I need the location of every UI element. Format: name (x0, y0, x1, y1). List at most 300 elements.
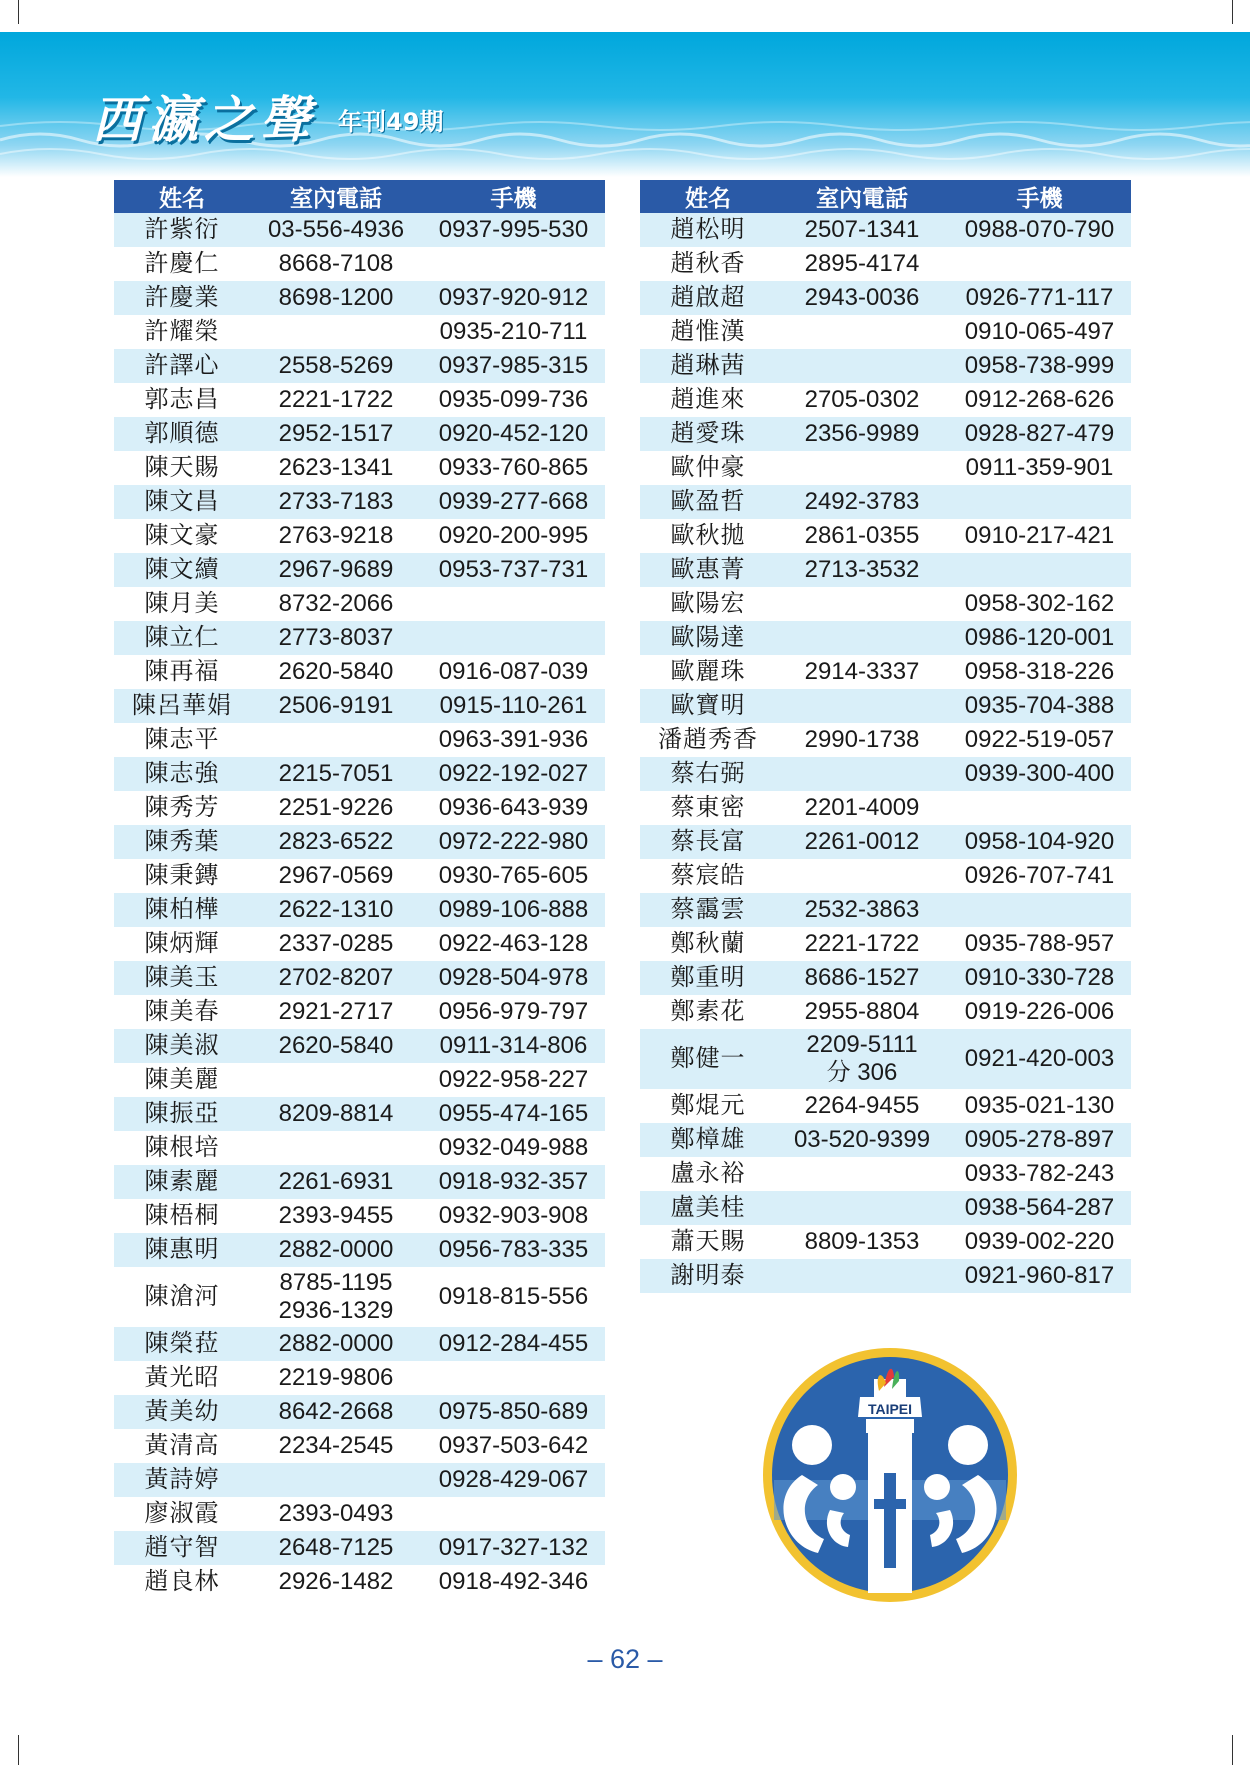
mobile-phone: 0910-217-421 (948, 519, 1131, 553)
mobile-phone: 0919-226-006 (948, 995, 1131, 1029)
mobile-phone: 0936-643-939 (422, 791, 605, 825)
home-phone: 2733-7183 (250, 485, 422, 519)
contact-name: 蔡東密 (640, 791, 776, 825)
table-row (114, 1063, 605, 1097)
table-row (114, 689, 605, 723)
table-row (640, 1123, 1131, 1157)
mobile-phone: 0989-106-888 (422, 893, 605, 927)
contact-name: 黃清高 (114, 1429, 250, 1463)
home-phone (250, 1131, 422, 1165)
directory-table-right (640, 180, 1131, 1293)
contact-name: 陳榮菈 (114, 1327, 250, 1361)
home-phone: 2492-3783 (776, 485, 948, 519)
contact-name: 黃詩婷 (114, 1463, 250, 1497)
table-row (114, 1131, 605, 1165)
mobile-phone: 0918-932-357 (422, 1165, 605, 1199)
table-row (640, 995, 1131, 1029)
table-row (114, 927, 605, 961)
home-phone: 2532-3863 (776, 893, 948, 927)
magazine-title: 西瀛之聲 (92, 90, 316, 149)
mobile-phone: 0916-087-039 (422, 655, 605, 689)
mobile-phone: 0937-503-642 (422, 1429, 605, 1463)
crop-mark-bottom-left (18, 1735, 19, 1765)
mobile-phone: 0975-850-689 (422, 1395, 605, 1429)
mobile-phone: 0922-958-227 (422, 1063, 605, 1097)
contact-name: 郭志昌 (114, 383, 250, 417)
table-row (640, 553, 1131, 587)
mobile-phone (422, 1497, 605, 1531)
contact-name: 歐寶明 (640, 689, 776, 723)
mobile-phone: 0918-815-556 (422, 1267, 605, 1327)
table-row (640, 1029, 1131, 1089)
home-phone: 8686-1527 (776, 961, 948, 995)
column-header-name: 姓名 (114, 180, 250, 213)
home-phone: 8209-8814 (250, 1097, 422, 1131)
contact-name: 陳素麗 (114, 1165, 250, 1199)
mobile-phone: 0922-463-128 (422, 927, 605, 961)
contact-name: 歐仲豪 (640, 451, 776, 485)
contact-name: 潘趙秀香 (640, 723, 776, 757)
mobile-phone: 0912-284-455 (422, 1327, 605, 1361)
home-phone: 8642-2668 (250, 1395, 422, 1429)
mobile-phone: 0933-782-243 (948, 1157, 1131, 1191)
crop-mark-top-left (18, 0, 19, 24)
mobile-phone (422, 247, 605, 281)
home-phone: 2234-2545 (250, 1429, 422, 1463)
home-phone: 2713-3532 (776, 553, 948, 587)
mobile-phone: 0917-327-132 (422, 1531, 605, 1565)
contact-name: 陳天賜 (114, 451, 250, 485)
table-row (640, 859, 1131, 893)
contact-name: 蔡宸皓 (640, 859, 776, 893)
mobile-phone: 0910-065-497 (948, 315, 1131, 349)
mobile-phone: 0915-110-261 (422, 689, 605, 723)
home-phone (250, 1267, 422, 1327)
home-phone: 2763-9218 (250, 519, 422, 553)
home-phone: 2967-0569 (250, 859, 422, 893)
table-row (640, 655, 1131, 689)
home-phone: 2221-1722 (776, 927, 948, 961)
home-phone: 2507-1341 (776, 213, 948, 247)
mobile-phone: 0958-302-162 (948, 587, 1131, 621)
table-row (640, 825, 1131, 859)
mobile-phone: 0963-391-936 (422, 723, 605, 757)
table-row (114, 383, 605, 417)
table-row (114, 587, 605, 621)
mobile-phone: 0935-099-736 (422, 383, 605, 417)
mobile-phone: 0937-985-315 (422, 349, 605, 383)
contact-name: 趙進來 (640, 383, 776, 417)
table-row (114, 485, 605, 519)
column-header-name: 姓名 (640, 180, 776, 213)
table-row (114, 1497, 605, 1531)
contact-name: 趙守智 (114, 1531, 250, 1565)
mobile-phone: 0939-300-400 (948, 757, 1131, 791)
page-number: – 62 – (587, 1644, 663, 1674)
home-phone: 2861-0355 (776, 519, 948, 553)
table-row (640, 383, 1131, 417)
table-row (114, 893, 605, 927)
mobile-phone: 0972-222-980 (422, 825, 605, 859)
table-row (114, 825, 605, 859)
table-row (114, 1463, 605, 1497)
table-row (114, 655, 605, 689)
column-header-home-phone: 室內電話 (250, 180, 422, 213)
contact-name: 歐惠菁 (640, 553, 776, 587)
contact-name: 陳志平 (114, 723, 250, 757)
table-row (640, 485, 1131, 519)
mobile-phone: 0932-049-988 (422, 1131, 605, 1165)
contact-name: 趙愛珠 (640, 417, 776, 451)
contact-name: 許耀榮 (114, 315, 250, 349)
table-header-row (640, 180, 1131, 213)
contact-name: 陳美麗 (114, 1063, 250, 1097)
home-phone: 8732-2066 (250, 587, 422, 621)
taipei-emblem-logo (760, 1345, 1020, 1605)
mobile-phone (948, 893, 1131, 927)
table-row (114, 315, 605, 349)
mobile-phone: 0937-920-912 (422, 281, 605, 315)
issue-label: 年刊49期 (338, 108, 444, 136)
contact-name: 許紫衍 (114, 213, 250, 247)
crop-mark-bottom-right (1232, 1735, 1233, 1765)
mobile-phone: 0958-318-226 (948, 655, 1131, 689)
contact-name: 趙松明 (640, 213, 776, 247)
mobile-phone: 0988-070-790 (948, 213, 1131, 247)
home-phone: 2702-8207 (250, 961, 422, 995)
mobile-phone: 0926-771-117 (948, 281, 1131, 315)
contact-name: 趙良林 (114, 1565, 250, 1599)
home-phone (250, 1063, 422, 1097)
table-row (640, 1259, 1131, 1293)
mobile-phone (948, 553, 1131, 587)
contact-name: 歐陽宏 (640, 587, 776, 621)
home-phone (776, 1029, 948, 1089)
table-row (640, 451, 1131, 485)
table-row (114, 961, 605, 995)
contact-name: 陳呂華娟 (114, 689, 250, 723)
home-phone: 2620-5840 (250, 655, 422, 689)
contact-name: 陳炳輝 (114, 927, 250, 961)
contact-name: 陳文續 (114, 553, 250, 587)
mobile-phone (422, 587, 605, 621)
table-row (640, 689, 1131, 723)
home-phone: 03-556-4936 (250, 213, 422, 247)
mobile-phone: 0920-452-120 (422, 417, 605, 451)
home-phone: 2967-9689 (250, 553, 422, 587)
home-phone: 2926-1482 (250, 1565, 422, 1599)
mobile-phone: 0921-960-817 (948, 1259, 1131, 1293)
home-phone (776, 587, 948, 621)
home-phone: 2219-9806 (250, 1361, 422, 1395)
home-phone: 8668-7108 (250, 247, 422, 281)
home-phone (776, 349, 948, 383)
mobile-phone: 0910-330-728 (948, 961, 1131, 995)
table-row (114, 1327, 605, 1361)
table-row (114, 1395, 605, 1429)
contact-name: 歐麗珠 (640, 655, 776, 689)
contact-name: 陳惠明 (114, 1233, 250, 1267)
contact-name: 趙琳茜 (640, 349, 776, 383)
column-header-mobile: 手機 (422, 180, 605, 213)
home-phone: 2705-0302 (776, 383, 948, 417)
contact-name: 陳再福 (114, 655, 250, 689)
table-row (114, 1199, 605, 1233)
home-phone (776, 1191, 948, 1225)
contact-name: 郭順德 (114, 417, 250, 451)
table-row (640, 315, 1131, 349)
contact-name: 許慶仁 (114, 247, 250, 281)
contact-name: 盧永裕 (640, 1157, 776, 1191)
home-phone (776, 1259, 948, 1293)
home-phone: 2990-1738 (776, 723, 948, 757)
contact-name: 蔡靄雲 (640, 893, 776, 927)
home-phone-line: 2209-5111 (806, 1031, 918, 1058)
contact-name: 陳梧桐 (114, 1199, 250, 1233)
table-row (114, 1233, 605, 1267)
column-header-home-phone: 室內電話 (776, 180, 948, 213)
mobile-phone: 0930-765-605 (422, 859, 605, 893)
contact-name: 盧美桂 (640, 1191, 776, 1225)
contact-name: 趙啟超 (640, 281, 776, 315)
contact-name: 陳根培 (114, 1131, 250, 1165)
home-phone: 2221-1722 (250, 383, 422, 417)
home-phone: 2823-6522 (250, 825, 422, 859)
home-phone: 2261-0012 (776, 825, 948, 859)
mobile-phone: 0912-268-626 (948, 383, 1131, 417)
table-row (114, 281, 605, 315)
contact-name: 陳秀葉 (114, 825, 250, 859)
contact-name: 蔡右弼 (640, 757, 776, 791)
mobile-phone: 0928-504-978 (422, 961, 605, 995)
logo-text: TAIPEI (867, 1401, 913, 1417)
table-row (114, 247, 605, 281)
home-phone: 2955-8804 (776, 995, 948, 1029)
mobile-phone: 0956-979-797 (422, 995, 605, 1029)
table-header-row (114, 180, 605, 213)
table-row (640, 1191, 1131, 1225)
table-row (114, 995, 605, 1029)
contact-name: 歐盈哲 (640, 485, 776, 519)
column-header-mobile: 手機 (948, 180, 1131, 213)
contact-name: 陳秉鏄 (114, 859, 250, 893)
contact-name: 陳月美 (114, 587, 250, 621)
contact-name: 謝明泰 (640, 1259, 776, 1293)
contact-name: 鄭健一 (640, 1029, 776, 1089)
mobile-phone: 0928-827-479 (948, 417, 1131, 451)
mobile-phone (422, 621, 605, 655)
home-phone: 2914-3337 (776, 655, 948, 689)
home-phone: 2622-1310 (250, 893, 422, 927)
mobile-phone (422, 1361, 605, 1395)
contact-name: 許慶業 (114, 281, 250, 315)
home-phone: 2773-8037 (250, 621, 422, 655)
mobile-phone: 0935-704-388 (948, 689, 1131, 723)
table-row (114, 1429, 605, 1463)
contact-name: 廖淑霞 (114, 1497, 250, 1531)
home-phone: 2506-9191 (250, 689, 422, 723)
contact-name: 蕭天賜 (640, 1225, 776, 1259)
home-phone: 2356-9989 (776, 417, 948, 451)
table-row (640, 893, 1131, 927)
table-row (114, 791, 605, 825)
table-row (640, 519, 1131, 553)
home-phone-line: 8785-1195 (279, 1269, 393, 1296)
contact-name: 陳美淑 (114, 1029, 250, 1063)
table-row (114, 553, 605, 587)
contact-name: 鄭秋蘭 (640, 927, 776, 961)
contact-name: 黃光昭 (114, 1361, 250, 1395)
home-phone: 2620-5840 (250, 1029, 422, 1063)
table-row (640, 1089, 1131, 1123)
contact-name: 陳文昌 (114, 485, 250, 519)
mobile-phone: 0935-788-957 (948, 927, 1131, 961)
mobile-phone: 0956-783-335 (422, 1233, 605, 1267)
table-row (114, 1165, 605, 1199)
mobile-phone: 0920-200-995 (422, 519, 605, 553)
mobile-phone (948, 791, 1131, 825)
mobile-phone: 0958-104-920 (948, 825, 1131, 859)
mobile-phone: 0921-420-003 (948, 1029, 1131, 1089)
mobile-phone: 0958-738-999 (948, 349, 1131, 383)
home-phone: 2558-5269 (250, 349, 422, 383)
contact-name: 陳滄河 (114, 1267, 250, 1327)
mobile-phone: 0955-474-165 (422, 1097, 605, 1131)
directory-table-left (114, 180, 605, 1599)
table-row (640, 247, 1131, 281)
home-phone (250, 1463, 422, 1497)
mobile-phone: 0939-277-668 (422, 485, 605, 519)
mobile-phone (948, 247, 1131, 281)
table-row (114, 451, 605, 485)
home-phone (776, 315, 948, 349)
table-row (114, 757, 605, 791)
mobile-phone: 0905-278-897 (948, 1123, 1131, 1157)
home-phone (776, 621, 948, 655)
table-row (640, 757, 1131, 791)
mobile-phone: 0938-564-287 (948, 1191, 1131, 1225)
table-row (640, 961, 1131, 995)
home-phone (250, 315, 422, 349)
contact-name: 陳秀芳 (114, 791, 250, 825)
table-row (114, 859, 605, 893)
table-row (114, 417, 605, 451)
table-row (640, 621, 1131, 655)
mobile-phone (948, 485, 1131, 519)
table-row (640, 723, 1131, 757)
contact-name: 陳立仁 (114, 621, 250, 655)
home-phone: 2623-1341 (250, 451, 422, 485)
home-phone (250, 723, 422, 757)
home-phone: 2952-1517 (250, 417, 422, 451)
home-phone: 2393-9455 (250, 1199, 422, 1233)
table-row (114, 1097, 605, 1131)
table-row (114, 213, 605, 247)
contact-name: 陳柏樺 (114, 893, 250, 927)
home-phone-line-2: 2936-1329 (278, 1297, 394, 1324)
home-phone: 03-520-9399 (776, 1123, 948, 1157)
table-row (640, 417, 1131, 451)
home-phone (776, 1157, 948, 1191)
home-phone: 2921-2717 (250, 995, 422, 1029)
table-row (640, 927, 1131, 961)
mobile-phone: 0911-314-806 (422, 1029, 605, 1063)
contact-name: 趙惟漢 (640, 315, 776, 349)
contact-name: 鄭樟雄 (640, 1123, 776, 1157)
home-phone: 2882-0000 (250, 1233, 422, 1267)
table-row (114, 1267, 605, 1327)
home-phone-line-2: 分 306 (826, 1059, 898, 1086)
table-row (114, 349, 605, 383)
home-phone (776, 859, 948, 893)
table-row (114, 1565, 605, 1599)
contact-name: 陳志強 (114, 757, 250, 791)
home-phone: 2215-7051 (250, 757, 422, 791)
contact-name: 許譯心 (114, 349, 250, 383)
home-phone: 2648-7125 (250, 1531, 422, 1565)
table-row (640, 213, 1131, 247)
mobile-phone: 0922-192-027 (422, 757, 605, 791)
mobile-phone: 0933-760-865 (422, 451, 605, 485)
table-row (640, 281, 1131, 315)
mobile-phone: 0935-021-130 (948, 1089, 1131, 1123)
home-phone: 2895-4174 (776, 247, 948, 281)
contact-name: 陳美玉 (114, 961, 250, 995)
table-row (114, 519, 605, 553)
table-row (640, 587, 1131, 621)
crop-mark-top-right (1232, 0, 1233, 24)
contact-name: 歐陽達 (640, 621, 776, 655)
mobile-phone: 0926-707-741 (948, 859, 1131, 893)
mobile-phone: 0986-120-001 (948, 621, 1131, 655)
home-phone (776, 451, 948, 485)
mobile-phone: 0939-002-220 (948, 1225, 1131, 1259)
table-body-left (114, 213, 605, 1599)
table-row (640, 1157, 1131, 1191)
home-phone: 2261-6931 (250, 1165, 422, 1199)
home-phone: 2943-0036 (776, 281, 948, 315)
table-row (114, 723, 605, 757)
table-body-right (640, 213, 1131, 1293)
contact-name: 鄭素花 (640, 995, 776, 1029)
contact-name: 黃美幼 (114, 1395, 250, 1429)
home-phone: 2251-9226 (250, 791, 422, 825)
mobile-phone: 0922-519-057 (948, 723, 1131, 757)
home-phone: 2264-9455 (776, 1089, 948, 1123)
table-row (640, 791, 1131, 825)
home-phone (776, 757, 948, 791)
contact-name: 鄭焜元 (640, 1089, 776, 1123)
home-phone: 2201-4009 (776, 791, 948, 825)
home-phone: 2337-0285 (250, 927, 422, 961)
home-phone: 2393-0493 (250, 1497, 422, 1531)
header-banner (0, 32, 1250, 177)
contact-name: 陳振亞 (114, 1097, 250, 1131)
contact-name: 歐秋拋 (640, 519, 776, 553)
contact-name: 陳文豪 (114, 519, 250, 553)
table-row (114, 1531, 605, 1565)
contact-name: 趙秋香 (640, 247, 776, 281)
mobile-phone: 0953-737-731 (422, 553, 605, 587)
mobile-phone: 0918-492-346 (422, 1565, 605, 1599)
home-phone: 8698-1200 (250, 281, 422, 315)
contact-name: 陳美春 (114, 995, 250, 1029)
home-phone (776, 689, 948, 723)
table-row (114, 621, 605, 655)
home-phone: 8809-1353 (776, 1225, 948, 1259)
home-phone: 2882-0000 (250, 1327, 422, 1361)
mobile-phone: 0911-359-901 (948, 451, 1131, 485)
